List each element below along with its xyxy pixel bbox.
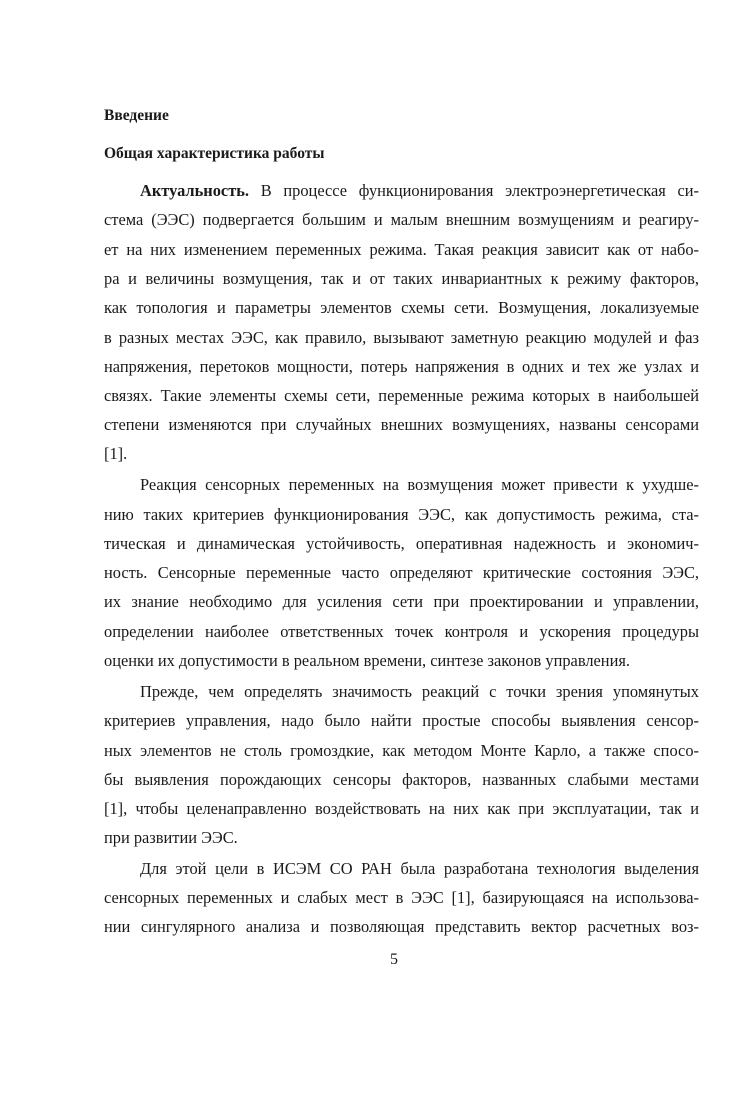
paragraph-line: ра и величины возмущения, так и от таких инвариантных к режиму факторов, — [104, 269, 699, 288]
paragraph-line: критериев управления, надо было найти простые способы выявления сенсор- — [104, 711, 699, 730]
paragraph-line: нии сингулярного анализа и позволяющая представить вектор расчетных воз- — [104, 917, 699, 936]
paragraph-line: ность. Сенсорные переменные часто определяют критические состояния ЭЭС, — [104, 563, 699, 582]
relevance-label: Актуальность. — [140, 181, 250, 200]
paragraph-line: степени изменяются при случайных внешних возмущениях, названы сенсорами — [104, 415, 699, 434]
page-number: 5 — [390, 951, 398, 968]
paragraph-line: стема (ЭЭС) подвергается большим и малым внешним возмущениям и реагиру- — [104, 210, 699, 229]
paragraph-line: их знание необходимо для усиления сети при проектировании и управлении, — [104, 592, 699, 611]
paragraph-line: определении наиболее ответственных точек контроля и ускорения процедуры — [104, 622, 699, 641]
paragraph-line: сенсорных переменных и слабых мест в ЭЭС [1], базирующаяся на использова- — [104, 888, 699, 907]
paragraph-line: [1]. — [104, 444, 128, 463]
paragraph-line: в разных местах ЭЭС, как правило, вызывают заметную реакцию модулей и фаз — [104, 328, 699, 347]
paragraph-line: оценки их допустимости в реальном времени, синтезе законов управления. — [104, 651, 630, 670]
paragraph-line: Прежде, чем определять значимость реакций с точки зрения упомянутых — [140, 682, 699, 701]
paragraph-line: ет на них изменением переменных режима. Такая реакция зависит как от набо- — [104, 240, 699, 259]
paragraph-line: связях. Такие элементы схемы сети, переменные режима которых в наибольшей — [104, 386, 699, 405]
paragraph-line: как топология и параметры элементов схемы сети. Возмущения, локализуемые — [104, 298, 699, 317]
paragraph-line: [1], чтобы целенаправленно воздействовать на них как при эксплуатации, так и — [104, 799, 699, 818]
section-heading-general-characteristics: Общая характеристика работы — [104, 145, 325, 162]
section-heading-introduction: Введение — [104, 107, 169, 124]
paragraph-line — [140, 180, 699, 202]
paragraph-line: при развитии ЭЭС. — [104, 828, 238, 847]
paragraph-line: ных элементов не столь громоздкие, как методом Монте Карло, а также спосо- — [104, 741, 699, 760]
paragraph-line: Реакция сенсорных переменных на возмущения может привести к ухудше- — [140, 475, 699, 494]
paragraph-line: напряжения, перетоков мощности, потерь напряжения в одних и тех же узлах и — [104, 357, 699, 376]
paragraph-line: бы выявления порождающих сенсоры факторов, названных слабыми местами — [104, 770, 699, 789]
relevance-text: В процессе функционирования электроэнергетическая си- — [249, 181, 699, 200]
paragraph-line: нию таких критериев функционирования ЭЭС, как допустимость режима, ста- — [104, 505, 699, 524]
paragraph-line: Для этой цели в ИСЭМ СО РАН была разработана технология выделения — [140, 859, 699, 878]
paragraph-line: тическая и динамическая устойчивость, оперативная надежность и экономич- — [104, 534, 699, 553]
